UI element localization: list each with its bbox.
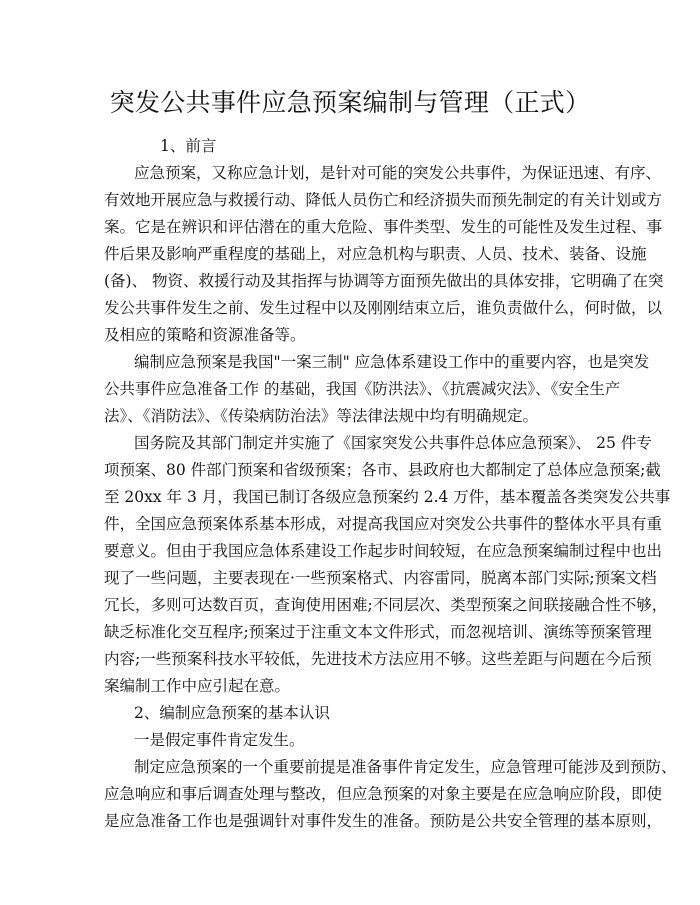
paragraph-line: 内容;一些预案科技水平较低，先进技术方法应用不够。这些差距与问题在今后预 xyxy=(104,650,652,668)
paragraph-line: 案编制工作中应引起在意。 xyxy=(104,677,291,695)
paragraph-line: 一是假定事件肯定发生。 xyxy=(134,731,305,749)
document-title: 突发公共事件应急预案编制与管理（正式） xyxy=(109,88,591,117)
paragraph-line: 发公共事件发生之前、发生过程中以及刚刚结束立后，谁负责做什么，何时做，以 xyxy=(104,299,663,317)
paragraph-line: 应急预案，又称应急计划，是针对可能的突发公共事件，为保证迅速、有序、 xyxy=(134,164,662,182)
paragraph-line: 现了一些问题，主要表现在·一些预案格式、内容雷同，脱离本部门实际;预案文档 xyxy=(104,569,657,587)
paragraph-line: 要意义。但由于我国应急体系建设工作起步时间较短，在应急预案编制过程中也出 xyxy=(104,542,663,560)
paragraph-line: 及相应的策略和资源准备等。 xyxy=(104,326,306,344)
paragraph-line: 件，全国应急预案体系基本形成，对提高我国应对突发公共事件的整体水平具有重 xyxy=(104,515,663,533)
section-heading-preface: 1、前言 xyxy=(160,137,217,155)
paragraph-line: (备)、 物资、救援行动及其指挥与协调等方面预先做出的具体安排，它明确了在突 xyxy=(104,272,664,290)
paragraph-line: 公共事件应急准备工作 的基础，我国《防洪法》、《抗震减灾法》、《安全生产 xyxy=(104,380,621,398)
paragraph-line: 法》、《消防法》、《传染病防治法》等法律法规中均有明确规定。 xyxy=(104,407,539,425)
paragraph-line: 编制应急预案是我国"一案三制" 应急体系建设工作中的重要内容，也是突发 xyxy=(134,353,650,371)
paragraph-line: 有效地开展应急与救援行动、降低人员伤亡和经济损失而预先制定的有关计划或方 xyxy=(104,191,663,209)
paragraph-line: 冗长，多则可达数百页，查询使用困难;不同层次、类型预案之间联接融合性不够， xyxy=(104,596,668,614)
paragraph-line: 案。它是在辨识和评估潜在的重大危险、事件类型、发生的可能性及发生过程、事 xyxy=(104,218,663,236)
paragraph-line: 制定应急预案的一个重要前提是准备事件肯定发生，应急管理可能涉及到预防、 xyxy=(134,758,677,776)
section-heading-basic-understanding: 2、编制应急预案的基本认识 xyxy=(134,704,330,722)
paragraph-line: 件后果及影响严重程度的基础上，对应急机构与职责、人员、技术、装备、设施 xyxy=(104,245,647,263)
paragraph-line: 国务院及其部门制定并实施了《国家突发公共事件总体应急预案》、 25 件专 xyxy=(134,434,652,452)
paragraph-line: 至 20xx 年 3 月，我国已制订各级应急预案约 2.4 万件，基本覆盖各类突发公共事 xyxy=(104,488,671,506)
paragraph-line: 缺乏标准化交互程序;预案过于注重文本文件形式，而忽视培训、演练等预案管理 xyxy=(104,623,652,641)
paragraph-line: 项预案、80 件部门预案和省级预案；各市、县政府也大都制定了总体应急预案;截 xyxy=(104,461,661,479)
paragraph-line: 是应急准备工作也是强调针对事件发生的准备。预防是公共安全管理的基本原则， xyxy=(104,812,663,830)
paragraph-line: 应急响应和事后调查处理与整改，但应急预案的对象主要是在应急响应阶段，即使 xyxy=(104,785,663,803)
